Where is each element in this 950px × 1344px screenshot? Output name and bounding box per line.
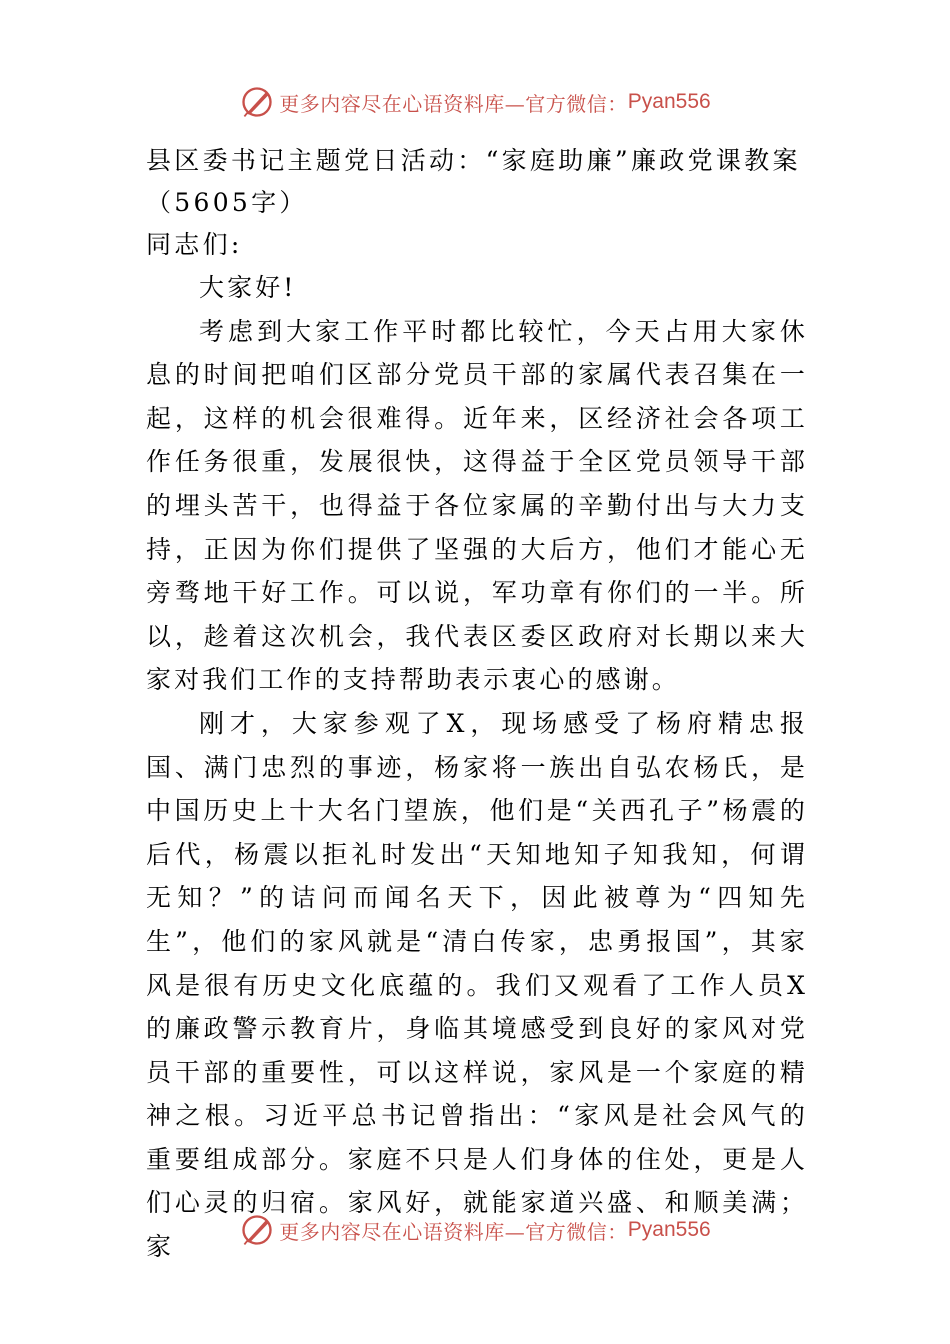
header-banner	[0, 82, 950, 122]
document-word-count: （5605字）	[146, 188, 308, 217]
banner-handle: Pyan556	[627, 1218, 711, 1241]
quill-pen-logo-icon	[239, 84, 275, 120]
banner-text: 更多内容尽在心语资料库—官方微信：	[279, 91, 628, 116]
quill-pen-logo-icon	[239, 1212, 275, 1248]
banner-handle: Pyan556	[627, 90, 711, 113]
greeting: 大家好!	[199, 273, 297, 302]
document-body	[146, 140, 808, 1269]
document-title: 县区委书记主题党日活动：“家庭助廉”廉政党课教案	[146, 146, 801, 175]
banner-text: 更多内容尽在心语资料库—官方微信：	[279, 1219, 628, 1244]
footer-banner	[0, 1210, 950, 1250]
salutation: 同志们:	[146, 230, 243, 259]
paragraph-1: 考虑到大家工作平时都比较忙，今天占用大家休息的时间把咱们区部分党员干部的家属代表召集在一起，这样的机会很难得。近年来，区经济社会各项工作任务很重，发展很快，这得益于全区党员领导干部的埋头苦干，也得益于各位家属的辛勤付出与大力支持，正因为你们提供了坚强的大后方，他们才能心无旁骛地干好工作。可以说，军功章有你们的一半。所以，趁着这次机会，我代表区委区政府对长期以来大家对我们工作的支持帮助表示衷心的感谢。	[146, 316, 808, 695]
paragraph-2: 刚才，大家参观了X，现场感受了杨府精忠报国、满门忠烈的事迹，杨家将一族出自弘农杨氏，是中国历史上十大名门望族，他们是“关西孔子”杨震的后代，杨震以拒礼时发出“天知地知子知我知，何谓无知？”的诘问而闻名天下，因此被尊为“四知先生”，他们的家风就是“清白传家，忠勇报国”，其家风是很有历史文化底蕴的。我们又观看了工作人员X的廉政警示教育片，身临其境感受到良好的家风对党员干部的重要性，可以这样说，家风是一个家庭的精神之根。习近平总书记曾指出：“家风是社会风气的重要组成部分。家庭不只是人们身体的住处，更是人们心灵的归宿。家风好，就能家道兴盛、和顺美满；家	[146, 708, 808, 1262]
